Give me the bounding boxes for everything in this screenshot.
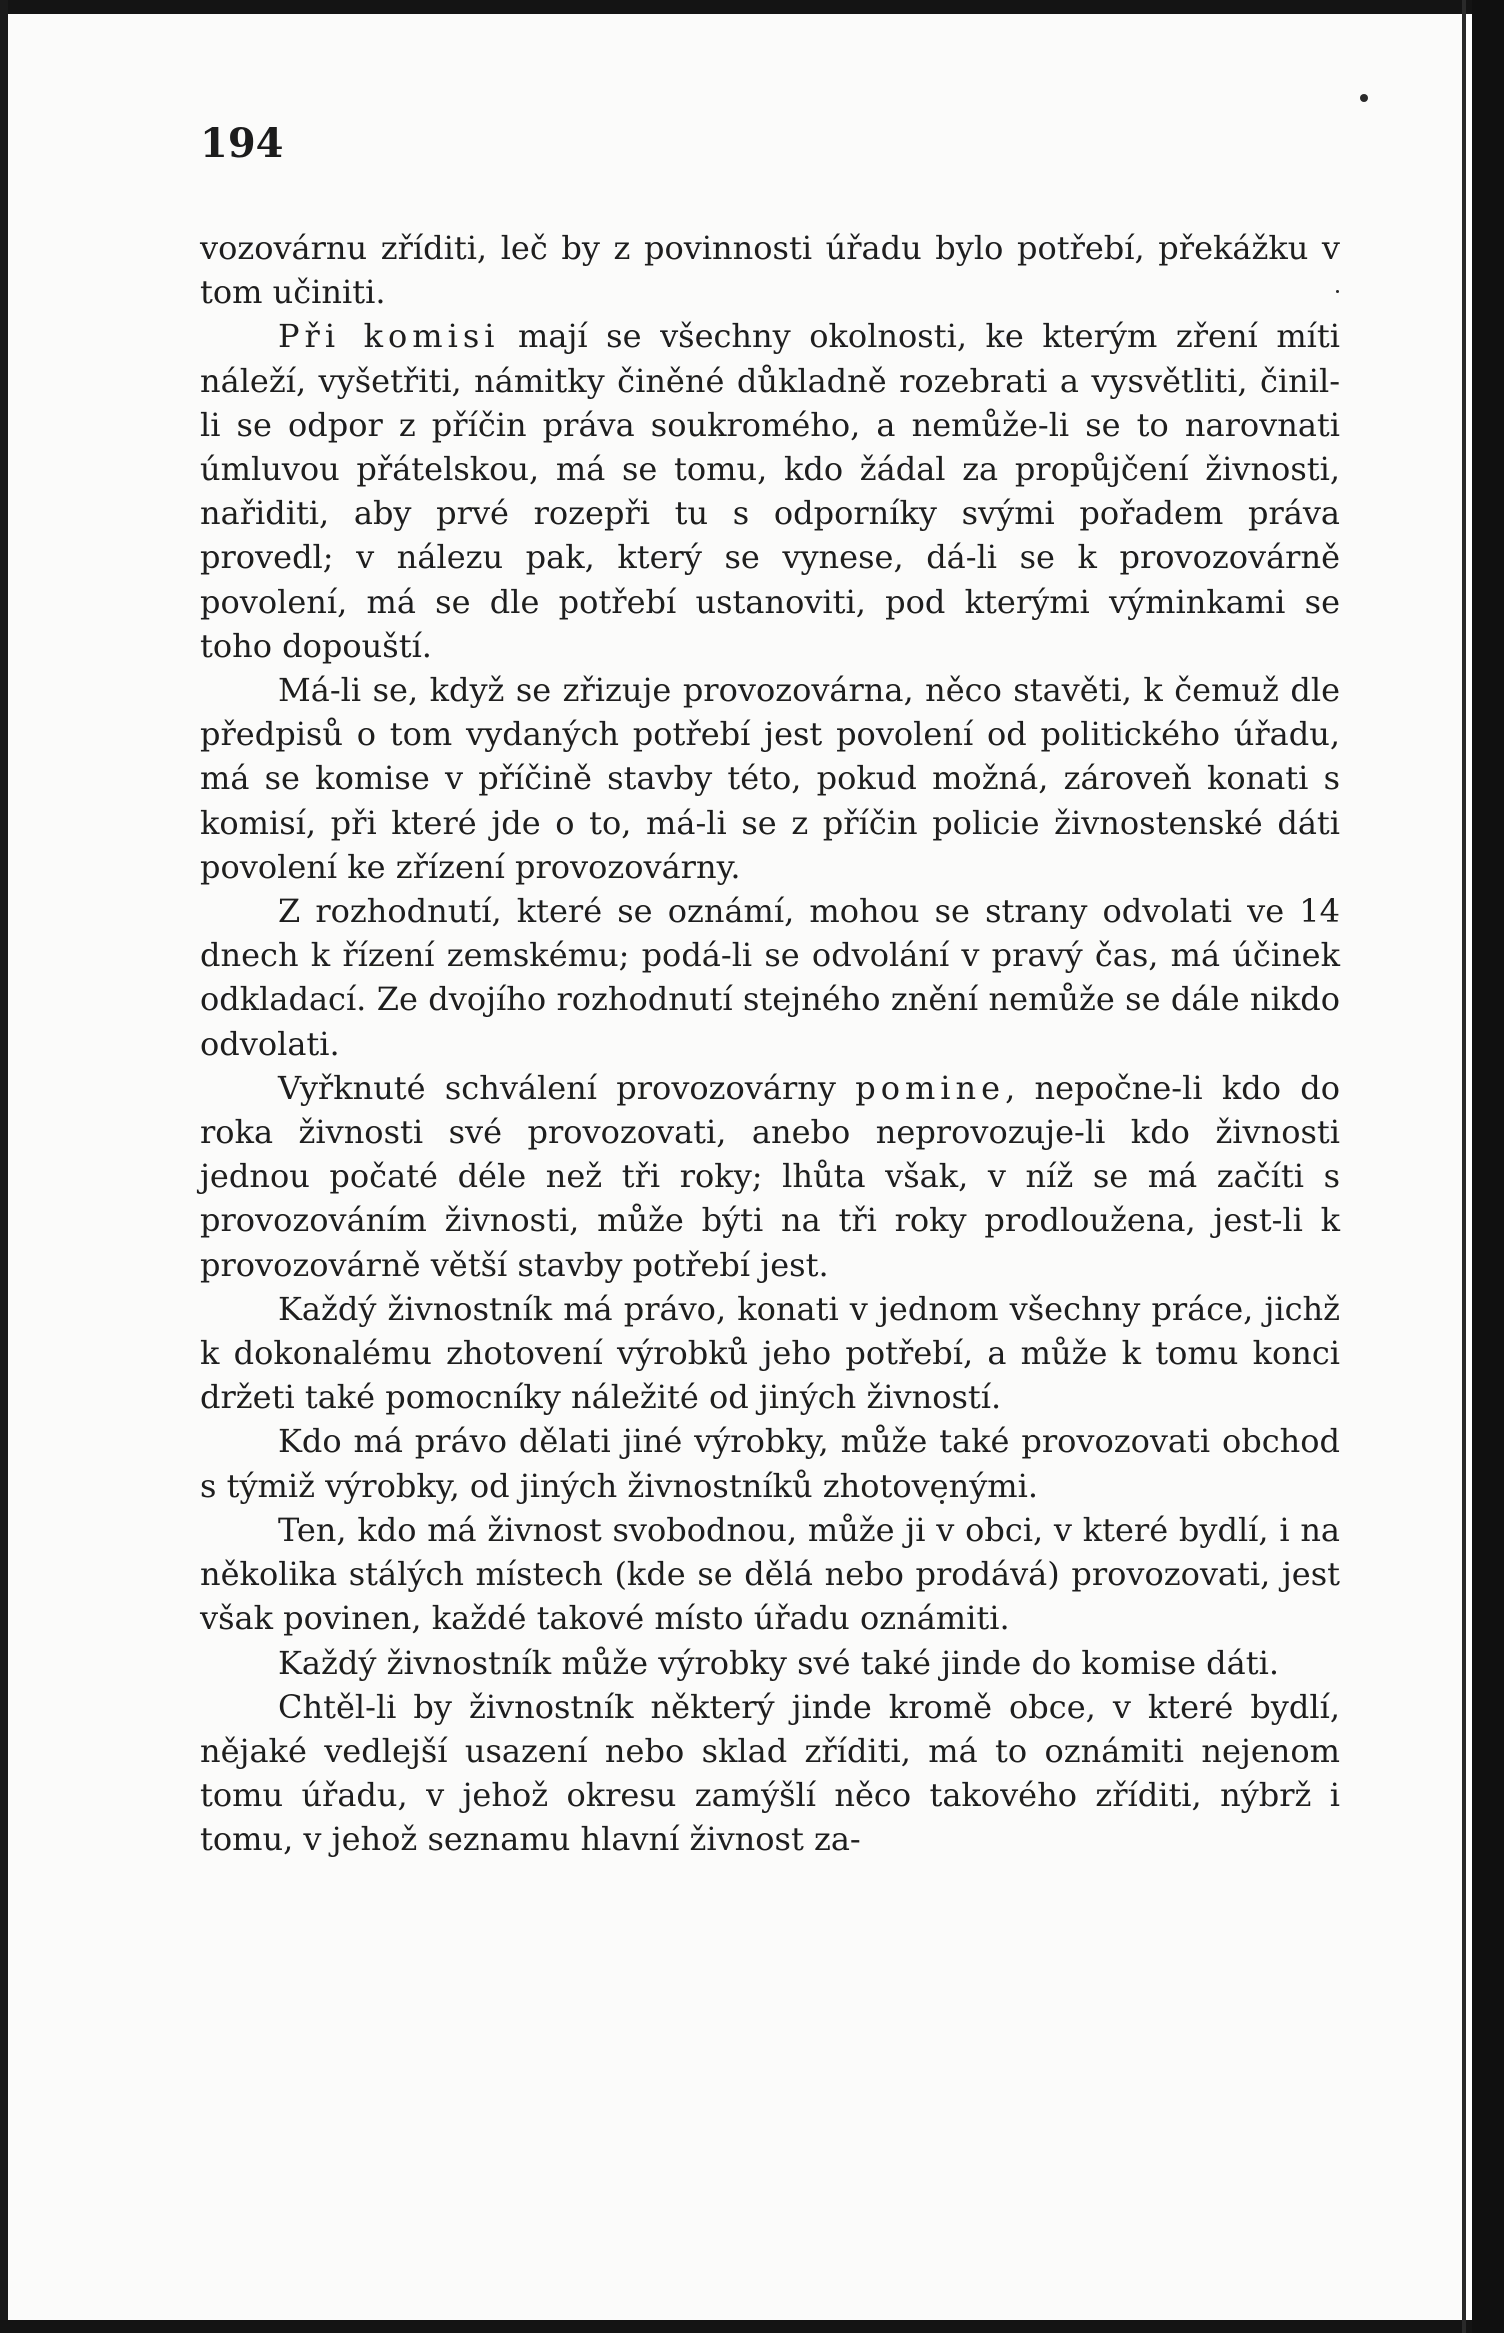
paragraph bbox=[200, 1508, 1340, 1641]
scan-border-bottom bbox=[0, 2320, 1504, 2333]
paragraph bbox=[200, 1641, 1340, 1685]
scan-border-right bbox=[1472, 0, 1504, 2333]
body-text bbox=[200, 226, 1340, 1862]
scan-border-right-line bbox=[1462, 0, 1466, 2333]
page-number: 194 bbox=[200, 120, 284, 167]
scan-border-left bbox=[0, 0, 8, 2333]
paragraph-text: Ten, kdo má živnost svobodnou, může ji v obci, v které bydlí, i na několika stálých místech (kde se dělá nebo prodává) provozovati, jest však povinen, každé takové místo úřadu oznámiti. bbox=[200, 1510, 1340, 1638]
paragraph-text: Každý živnostník může výrobky své také jinde do komise dáti. bbox=[278, 1643, 1279, 1682]
paragraph bbox=[200, 314, 1340, 668]
paragraph-text: Každý živnostník má právo, konati v jednom všechny práce, jichž k dokonalému zhotovení výrobků jeho potřebí, a může k tomu konci držeti také pomocníky náležité od jiných živností. bbox=[200, 1289, 1340, 1417]
paragraph-text: Kdo má právo dělati jiné výrobky, může také provozovati obchod s týmiž výrobky, od jiných živnostníků zhotovenými. bbox=[200, 1422, 1340, 1505]
paragraph-text: Z rozhodnutí, které se oznámí, mohou se strany odvolati ve 14 dnech k řízení zemskému; podá-li se odvolání v pravý čas, má účinek odkladací. Ze dvojího rozhodnutí stejného znění nemůže se dále nikdo odvolati. bbox=[200, 892, 1340, 1063]
paragraph-text-before: Vyřknuté schválení provozovárny bbox=[278, 1068, 856, 1107]
paragraph-text: vozovárnu zříditi, leč by z povinnosti úřadu bylo potřebí, překážku v tom učiniti. bbox=[200, 229, 1340, 312]
paragraph bbox=[200, 889, 1340, 1066]
spaced-emphasis-word: pomine bbox=[855, 1068, 1006, 1107]
paragraph bbox=[200, 1287, 1340, 1420]
paragraph-text: , nepočne-li kdo do roka živnosti své provozovati, anebo neprovozuje-li kdo živnosti jednou počaté déle než tři roky; lhůta však, v níž se má začíti s provozováním živnosti, může býti na tři roky prodloužena, jest-li k provozovárně větší stavby potřebí jest. bbox=[200, 1068, 1341, 1284]
paragraph-text: Má-li se, když se zřizuje provozovárna, něco stavěti, k čemuž dle předpisů o tom vydaných potřebí jest povolení od politického úřadu, má se komise v příčině stavby této, pokud možná, zároveň konati s komisí, při které jde o to, má-li se z příčin policie živnostenské dáti povolení ke zřízení provozovárny. bbox=[200, 671, 1340, 886]
paragraph bbox=[200, 1685, 1340, 1862]
scan-border-top bbox=[0, 0, 1504, 14]
paragraph bbox=[200, 668, 1340, 889]
paragraph-text: Chtěl-li by živnostník některý jinde kromě obce, v které bydlí, nějaké vedlejší usazení nebo sklad zříditi, má to oznámiti nejenom tomu úřadu, v jehož okresu zamýšlí něco takového zříditi, nýbrž i tomu, v jehož seznamu hlavní živnost za- bbox=[200, 1687, 1340, 1859]
paragraph bbox=[200, 1066, 1340, 1287]
spaced-lead-phrase: Při komisi bbox=[278, 317, 500, 356]
paragraph bbox=[200, 1419, 1340, 1507]
ink-speck bbox=[1360, 94, 1368, 102]
paragraph bbox=[200, 226, 1340, 314]
paragraph-text: mají se všechny okolnosti, ke kterým zření míti náleží, vyšetřiti, námitky činěné důkladně rozebrati a vysvětliti, činil-li se odpor z příčin práva soukromého, a nemůže-li se to narovnati úmluvou přátelskou, má se tomu, kdo žádal za propůjčení živnosti, nařiditi, aby prvé rozepři tu s odporníky svými pořadem práva provedl; v nálezu pak, který se vynese, dá-li se k provozovárně povolení, má se dle potřebí ustanoviti, pod kterými výminkami se toho dopouští. bbox=[200, 317, 1341, 665]
